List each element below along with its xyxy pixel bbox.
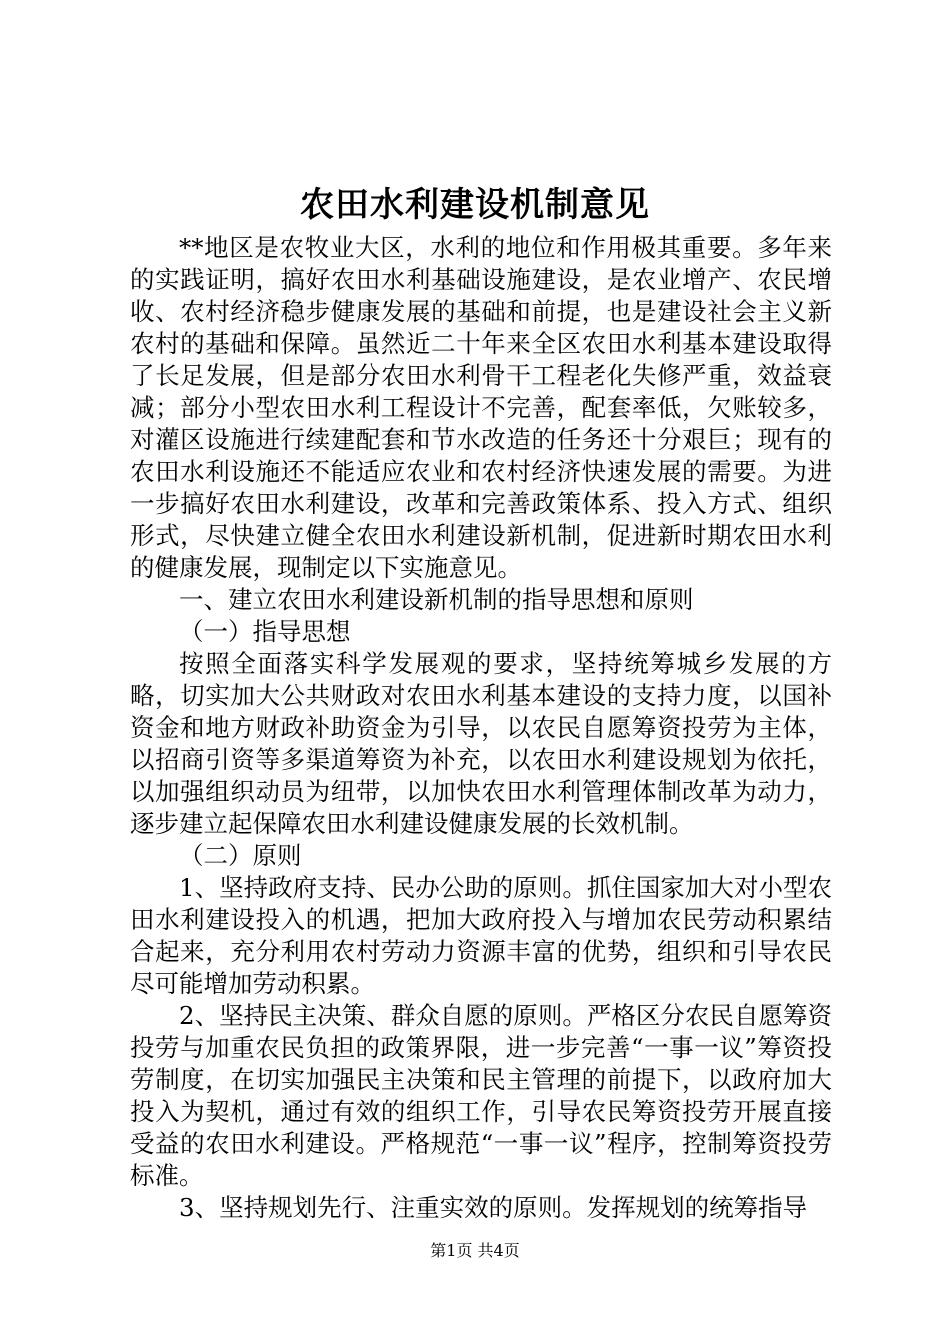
section-heading-1: 一、建立农田水利建设新机制的指导思想和原则 [179, 585, 694, 614]
page-number-footer: 第1页 共4页 [430, 1241, 520, 1260]
principle-paragraph-3: 3、坚持规划先行、注重实效的原则。发挥规划的统筹指导 [179, 1193, 808, 1222]
intro-paragraph: **地区是农牧业大区，水利的地位和作用极其重要。多年来的实践证明，搞好农田水利基础设施建设，是农业增产、农民增收、农村经济稳步健康发展的基础和前提，也是建设社会主义新农村的基础和保障。虽然近二十年来全区农田水利基本建设取得了长足发展，但是部分农田水利骨干工程老化失修严重，效益衰减；部分小型农田水利工程设计不完善，配套率低，欠账较多，对灌区设施进行续建配套和节水改造的任务还十分艰巨；现有的农田水利设施还不能适应农业和农村经济快速发展的需要。为进一步搞好农田水利建设，改革和完善政策体系、投入方式、组织形式，尽快建立健全农田水利建设新机制，促进新时期农田水利的健康发展，现制定以下实施意见。 [130, 233, 832, 582]
guiding-thought-paragraph: 按照全面落实科学发展观的要求，坚持统筹城乡发展的方略，切实加大公共财政对农田水利基本建设的支持力度，以国补资金和地方财政补助资金为引导，以农民自愿筹资投劳为主体，以招商引资等多渠道筹资为补充，以农田水利建设规划为依托，以加强组织动员为纽带，以加快农田水利管理体制改革为动力，逐步建立起保障农田水利建设健康发展的长效机制。 [130, 649, 832, 838]
principle-paragraph-1: 1、坚持政府支持、民办公助的原则。抓住国家加大对小型农田水利建设投入的机遇，把加大政府投入与增加农民劳动积累结合起来，充分利用农村劳动力资源丰富的优势，组织和引导农民尽可能增加劳动积累。 [130, 873, 832, 998]
principle-paragraph-2: 2、坚持民主决策、群众自愿的原则。严格区分农民自愿筹资投劳与加重农民负担的政策界限，进一步完善“一事一议”筹资投劳制度，在切实加强民主决策和民主管理的前提下，以政府加大投入为契机，通过有效的组织工作，引导农民筹资投劳开展直接受益的农田水利建设。严格规范“一事一议”程序，控制筹资投劳标准。 [130, 1001, 832, 1190]
subsection-heading-principles: （二）原则 [179, 841, 302, 870]
document-body [130, 232, 832, 1224]
document-title: 农田水利建设机制意见 [300, 185, 650, 225]
subsection-heading-guiding-thought: （一）指导思想 [179, 617, 351, 646]
